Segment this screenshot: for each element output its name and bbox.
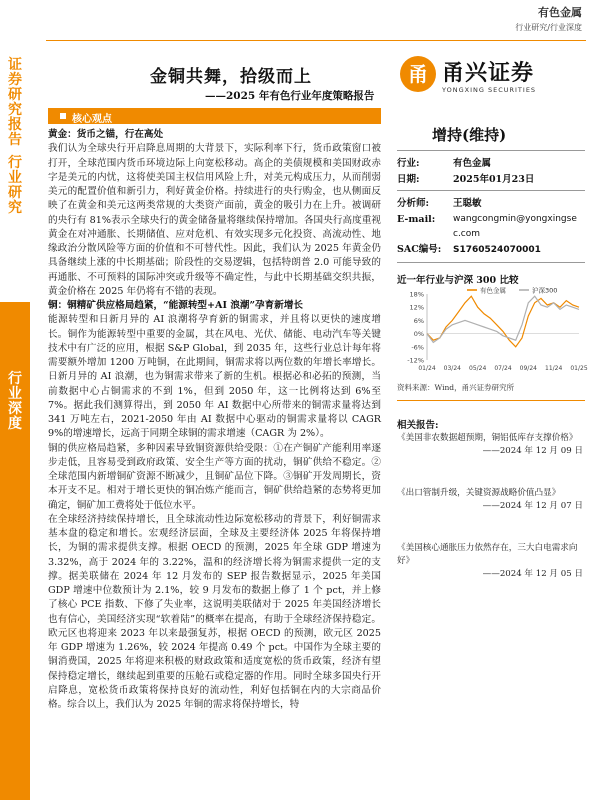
- sidebar-orange-band: [0, 302, 30, 800]
- industry-row: [397, 156, 585, 171]
- left-sidebar: [0, 40, 30, 800]
- macro-paragraph: 在全球经济持续保持增长，且全球流动性边际宽松移动的背景下，利好铜需求基本盘的稳定和增长。宏观经济层面，全球及主要经济体 2025 年将保持增长，为铜的需求提供支撑。根据 OECD 的预测，2025 年全球 GDP 增速为 3.32%，高于 2024 年的 3.22%，温和的经济增长将为铜需求提供一定的支撑。据美联储在 2024 年 12 月发布的 SEP 报告数据显示，2025 年美国 GDP 增速中位数预计为 2.1%，较 9 月发布的数据上修了 1 个 pct，并上修了核心 PCE 指数、下修了失业率，这说明美联储对于 2025 年美国经济增长也有信心，美国经济实现“软着陆”的概率在提高，有助于全球经济保持稳定。欧元区也将迎来 2023 年以来最强复苏，根据 OECD 的预测，欧元区 2025 年 GDP 增速为 1.26%，较 2024 年提高 0.49 个 pct。中国作为全球主要的铜消费国，2025 年将迎来积极的财政政策和适度宽松的货币政策，经济有望保持稳定增长，继续起到重要的压舱石或稳定器的作用。同时全球多国央行开启降息，宽松货币政策将保持良好的流动性，利好包括铜在内的大宗商品价格。综合以上，我们认为 2025 年铜的需求将保持增长，特: [48, 513, 381, 710]
- comparison-chart: [397, 284, 588, 376]
- date-row: [397, 172, 585, 187]
- x-tick-label: 01/24: [418, 365, 436, 372]
- core-view-label: 核心观点: [72, 114, 112, 125]
- comparison-chart-svg: [397, 284, 588, 376]
- core-content: [48, 128, 381, 712]
- date-value: 2025年01月23日: [453, 174, 535, 185]
- core-bullet-icon: [60, 113, 66, 119]
- industry-value: 有色金属: [453, 158, 492, 169]
- logo-name: 甬兴证券: [442, 61, 535, 86]
- rating-divider: [397, 150, 585, 151]
- y-tick-label: -6%: [411, 343, 424, 352]
- related-report-1-date: ——2024 年 12 月 09 日: [482, 446, 583, 456]
- report-subtitle: ——2025 年有色行业年度策略报告: [205, 90, 375, 102]
- email-row: [397, 212, 585, 242]
- series-line-index: [427, 296, 579, 342]
- analyst-row: [397, 196, 585, 211]
- copper-paragraph-1: 能源转型和日新月异的 AI 浪潮将孕育新的铜需求，并且将以更快的速度增长。铜作为能源转型中重要的金属，其在风电、光伏、储能、电动汽车等关键技术中有广泛的应用，根据 S&P Global，到 2035 年，这些行业总计每年将需要额外增加 1200 万吨铜，在此期间，铜需求将以两位数的年增长率增长。日新月异的 AI 浪潮，也为铜需求带来了新的生机。根据必和必拓的预测，当前数据中心占铜需求的不到 1%，但到 2050 年，这一比例将达到 6%至 7%。据此我们测算得出，到 2050 年 AI 数据中心所带来的铜需求量将达到 341 万吨左右，2021-2050 年由 AI 数据中心驱动的铜需求量将以 CAGR 9%的增速增长，远高于同期全球铜的需求增速（CAGR 为 2%）。: [48, 314, 381, 440]
- chart-top-divider: [397, 262, 585, 263]
- header-divider: [46, 40, 586, 41]
- industry-key: 行业:: [397, 158, 420, 169]
- related-report-3-title[interactable]: 《美国核心通胀压力依然存在，三大白电需求向好》: [397, 543, 578, 566]
- company-logo: [400, 56, 560, 100]
- copper-paragraph-2: 铜的供应格局趋紧，多种因素导致铜资源供给受限：①在产铜矿产能利用率逐步走低，且容易受到政府政策、安全生产等方面的扰动，铜矿供给不稳定。②全球范围内新增铜矿资源不断减少，且铜矿品位下降。③铜矿开发周期长，资本开支不足。相对于增长更快的铜冶炼产能而言，铜矿供给趋紧的态势将更加确定，铜矿加工费将处于低位水平。: [48, 442, 381, 511]
- related-report-2-title[interactable]: 《出口管制升级，关键资源战略价值凸显》: [397, 488, 561, 498]
- legend-label: 沪深300: [532, 286, 558, 295]
- x-tick-label: 07/24: [494, 365, 512, 372]
- copper-heading: 铜：铜精矿供应格局趋紧，“能源转型+AI 浪潮”孕育新增长: [48, 300, 304, 311]
- y-tick-label: 18%: [409, 290, 424, 299]
- gold-paragraph: 我们认为全球央行开启降息周期的大背景下，实际利率下行，货币政策窗口被打开，全球范围内货币环境边际上向宽松移动。高企的美债规模和美国财政赤字是美元的内忧，这将使美国主权信用风险上升，对美元构成压力，从而削弱美元的配置价值和新引力，利好黄金价格。持续进行的央行购金，也从侧面反映了在黄金和美元这两类常规的大类资产面前，黄金的吸引力在上升。被调研的央行有 81%表示全球央行的黄金储备量将继续保持增加。各国央行高度重视黄金在对冲通胀、长期储值、应对危机、有效实现多元化投资、高流动性、地缘政治分散风险等方面的价值和不可替代性。因此，我们认为 2025 年黄金仍具备继续上涨的中长期基础；阶段性的交易逻辑，包括特朗普 2.0 可能导致的再通胀、不可预料的国际冲突或升级等不确定性，与此中长期基础交织共振，黄金价格在 2025 年仍将有不错的表现。: [48, 143, 381, 297]
- email-value[interactable]: wangcongmin@yongxingsec.com: [453, 214, 577, 239]
- related-report-2[interactable]: [397, 487, 585, 513]
- sidebar-research-type: 行业研究: [8, 155, 22, 216]
- x-tick-label: 09/24: [519, 365, 537, 372]
- header-category: 有色金属: [538, 6, 582, 19]
- gold-heading: 黄金：货币之锚，行在高处: [48, 129, 164, 140]
- sidebar-report-type: 证券研究报告: [8, 57, 22, 148]
- y-tick-label: 12%: [409, 303, 424, 312]
- y-tick-label: -12%: [407, 356, 424, 365]
- info-divider: [397, 190, 585, 191]
- related-heading: 相关报告:: [397, 420, 439, 431]
- analyst-value: 王聪敏: [453, 198, 482, 209]
- related-report-1[interactable]: [397, 432, 585, 458]
- report-title: 金铜共舞，拾级而上: [150, 67, 312, 87]
- x-tick-label: 05/24: [469, 365, 487, 372]
- email-key: E-mail:: [397, 214, 436, 225]
- sac-row: [397, 242, 585, 258]
- chart-source: 资料来源：Wind，甬兴证券研究所: [397, 383, 515, 392]
- sidebar-depth-label: 行业深度: [8, 371, 22, 432]
- logo-english: YONGXING SECURITIES: [442, 86, 537, 94]
- x-tick-label: 11/24: [545, 365, 563, 372]
- header-subline: 行业研究/行业深度: [515, 23, 582, 32]
- y-tick-label: 6%: [413, 316, 424, 325]
- related-report-1-title[interactable]: 《美国非农数据超预期，铜铝低库存支撑价格》: [397, 433, 578, 443]
- rating: 增持(维持): [432, 126, 507, 144]
- y-tick-label: 0%: [413, 330, 424, 339]
- x-tick-label: 03/24: [443, 365, 461, 372]
- date-key: 日期:: [397, 174, 420, 185]
- related-report-3-date: ——2024 年 12 月 05 日: [482, 569, 583, 579]
- x-tick-label: 01/25: [570, 365, 588, 372]
- related-report-3[interactable]: [397, 542, 585, 581]
- related-divider: [397, 400, 585, 401]
- related-report-2-date: ——2024 年 12 月 07 日: [482, 501, 583, 511]
- sac-value: S1760524070001: [453, 245, 541, 255]
- logo-mark: 甬: [400, 56, 436, 92]
- chart-title: 近一年行业与沪深 300 比较: [397, 275, 519, 286]
- sac-key: SAC编号:: [397, 244, 442, 255]
- series-line-industry: [427, 296, 579, 347]
- legend-label: 有色金属: [480, 286, 506, 295]
- analyst-key: 分析师:: [397, 198, 430, 209]
